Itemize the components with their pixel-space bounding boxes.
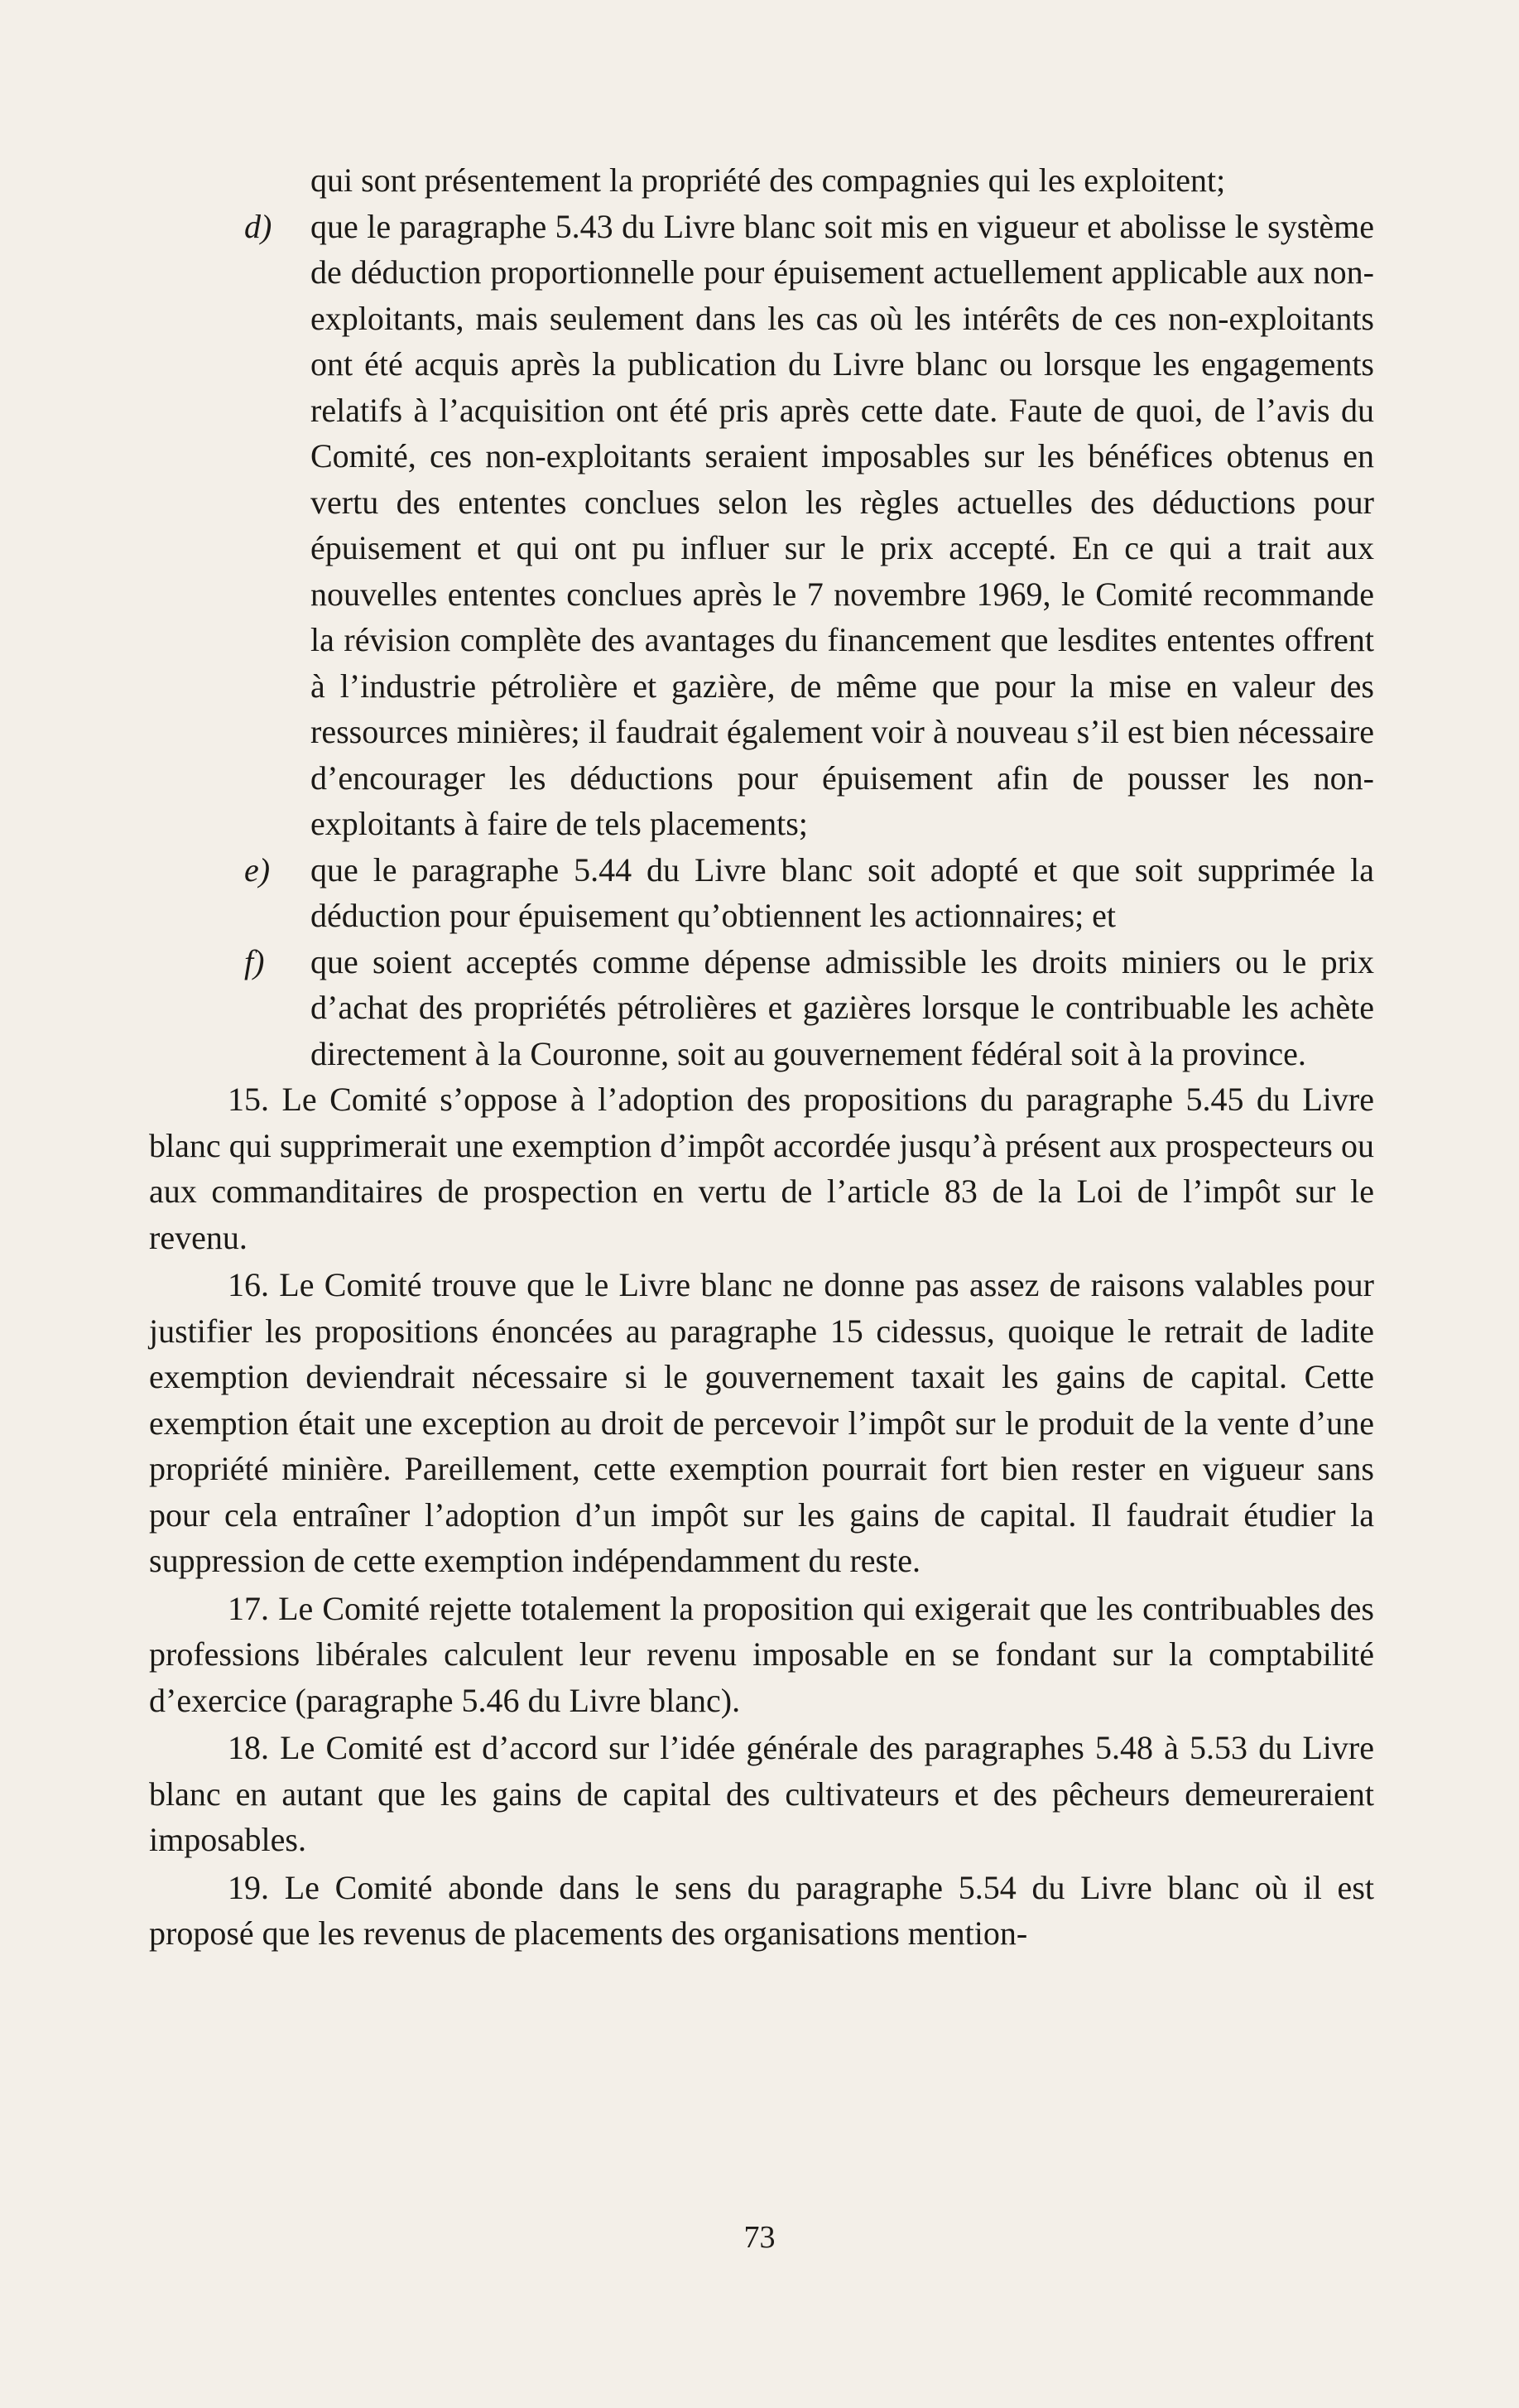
- list-item-letter: e): [244, 850, 271, 889]
- list-item-letter: f): [244, 942, 265, 980]
- paragraph-17: 17. Le Comité rejette totalement la proposition qui exigerait que les contribuables des professions libérales calculent leur revenu imposable en se fondant sur la comptabilité d’exercice (paragraphe 5.46 du Livre blanc).: [149, 1589, 1374, 1719]
- paragraph-15: 15. Le Comité s’oppose à l’adoption des propositions du paragraphe 5.45 du Livre blanc qui supprimerait une exemption d’impôt accordée jusqu’à présent aux prospecteurs ou aux commanditaires de prospection en vertu de l’article 83 de la Loi de l’impôt sur le revenu.: [149, 1081, 1374, 1256]
- list-item-letter: d): [244, 207, 272, 245]
- list-item-d: [149, 204, 1374, 847]
- list-item-text: que le paragraphe 5.43 du Livre blanc soit mis en vigueur et abolisse le système de déduction proportionnelle pour épuisement actuellement applicable aux non-exploitants, mais seulement dans les cas où les intérêts de ces non-exploitants ont été acquis après la publication du Livre blanc ou lorsque les engagements relatifs à l’acquisition ont été pris après cette date. Faute de quoi, de l’avis du Comité, ces non-exploitants seraient imposables sur les bénéfices obtenus en vertu des ententes conclues selon les règles actuelles des déductions pour épuisement et qui ont pu influer sur le prix accepté. En ce qui a trait aux nouvelles ententes conclues après le 7 novembre 1969, le Comité recommande la révision complète des avantages du financement que lesdites ententes offrent à l’industrie pétrolière et gazière, de même que pour la mise en valeur des ressources minières; il faudrait également voir à nouveau s’il est bien nécessaire d’encourager les déductions pour épuisement afin de pousser les non-exploitants à faire de tels placements;: [310, 207, 1374, 842]
- paragraph-19: 19. Le Comité abonde dans le sens du paragraphe 5.54 du Livre blanc où il est proposé que les revenus de placements des organisations mention-: [149, 1868, 1374, 1952]
- page-number: 73: [743, 2220, 776, 2255]
- list-item-e: [149, 847, 1374, 939]
- list-item-text: que soient acceptés comme dépense admissible les droits miniers ou le prix d’achat des propriétés pétrolières et gazières lorsque le contribuable les achète directement à la Couronne, soit au gouvernement fédéral soit à la province.: [310, 942, 1374, 1072]
- list-item-text: que le paragraphe 5.44 du Livre blanc soit adopté et que soit supprimée la déduction pour épuisement qu’obtiennent les actionnaires; et: [310, 850, 1374, 934]
- body-text: [149, 157, 1374, 1957]
- list-item-text: qui sont présentement la propriété des compagnies qui les exploitent;: [310, 161, 1226, 199]
- list-item-f: [149, 939, 1374, 1077]
- list-item-continuation: [149, 157, 1374, 204]
- paragraph-16: 16. Le Comité trouve que le Livre blanc ne donne pas assez de raisons valables pour justifier les propositions énoncées au paragraphe 15 cidessus, quoique le retrait de ladite exemption deviendrait nécessaire si le gouvernement taxait les gains de capital. Cette exemption était une exception au droit de percevoir l’impôt sur le produit de la vente d’une propriété minière. Pareillement, cette exemption pourrait fort bien rester en vigueur sans pour cela entraîner l’adoption d’un impôt sur les gains de capital. Il faudrait étudier la suppression de cette exemption indépendamment du reste.: [149, 1266, 1374, 1579]
- paragraph-18: 18. Le Comité est d’accord sur l’idée générale des paragraphes 5.48 à 5.53 du Livre blanc en autant que les gains de capital des cultivateurs et des pêcheurs demeureraient imposables.: [149, 1729, 1374, 1858]
